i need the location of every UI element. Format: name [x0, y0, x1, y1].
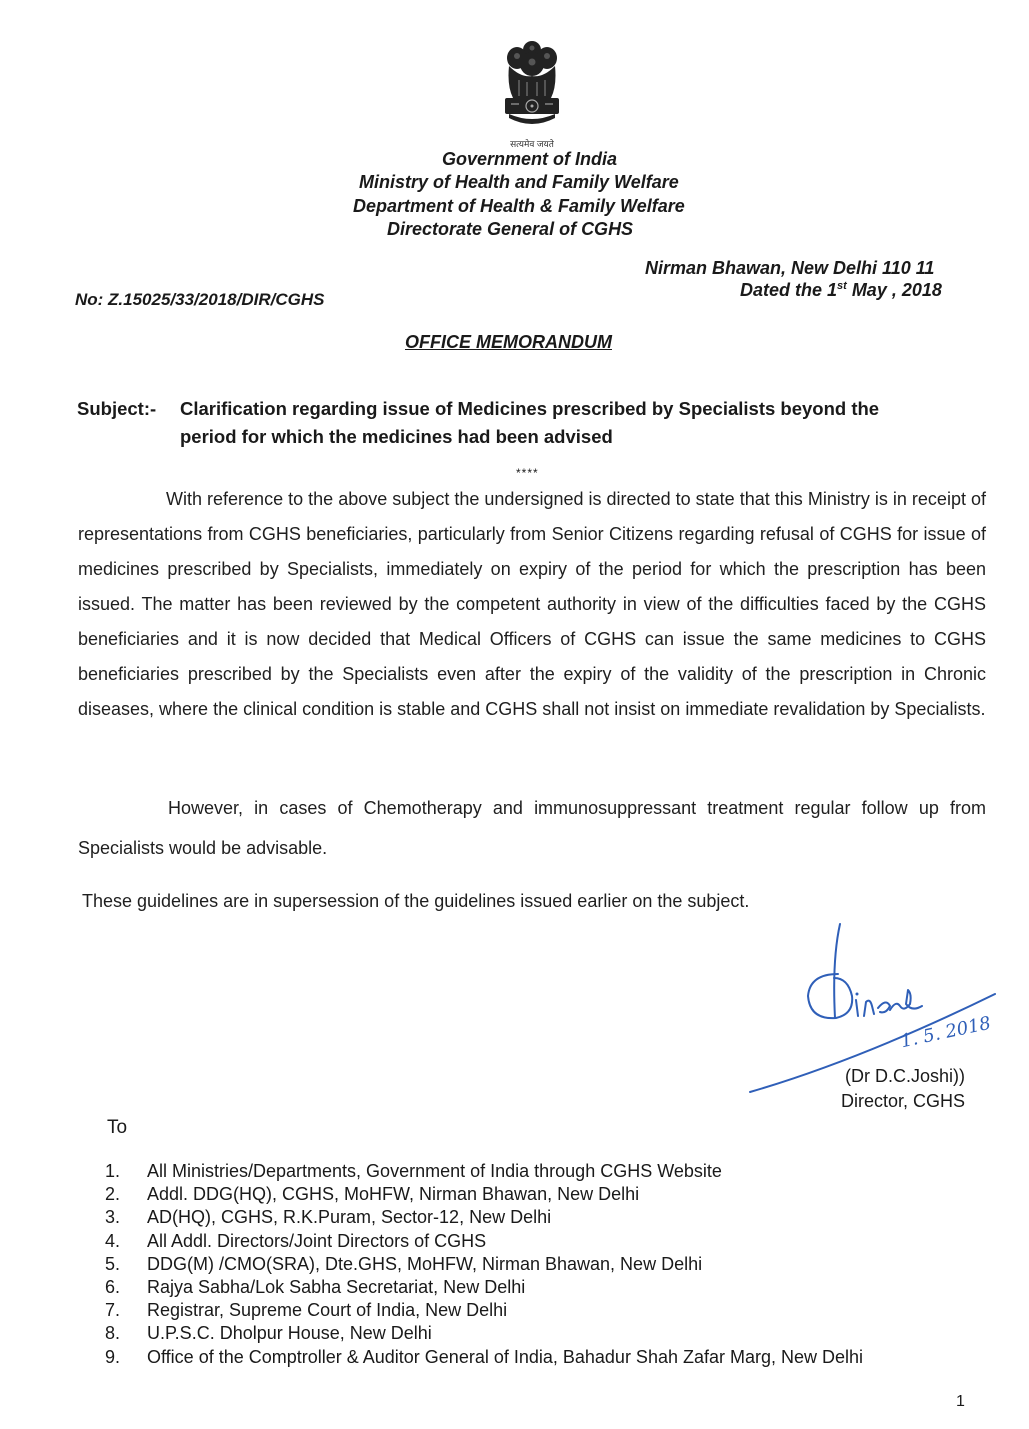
place: Nirman Bhawan, New Delhi 110 11 [645, 258, 935, 278]
subject-label: Subject:- [77, 398, 157, 419]
header-government: Government of India [442, 149, 618, 169]
list-item: 8. U.P.S.C. Dholpur House, New Delhi [105, 1323, 432, 1344]
memo-title: OFFICE MEMORANDUM [405, 332, 612, 352]
list-item: 6. Rajya Sabha/Lok Sabha Secretariat, New Delhi [105, 1277, 526, 1298]
signatory-designation: Director, CGHS [840, 1091, 965, 1111]
list-item: 9. Office of the Comptroller & Auditor General of India, Bahadur Shah Zafar Marg, New Delhi [105, 1346, 864, 1367]
header-department: Department of Health & Family Welfare [353, 196, 685, 216]
body-paragraph-2: However, in cases of Chemotherapy and immunosuppressant treatment regular follow up from Specialists would be advisable. [78, 798, 986, 858]
subject-text-1: Clarification regarding issue of Medicines prescribed by Specialists beyond the [180, 398, 880, 419]
body-paragraph-1: With reference to the above subject the undersigned is directed to state that this Ministry is in receipt of representations from CGHS beneficiaries, particularly from Senior Citizens regarding refusal of CGHS for issue of medicines prescribed by Specialists, immediately on expiry of the period for which the prescription has been issued. The matter has been reviewed by the competent authority in view of the difficulties faced by the CGHS beneficiaries and it is now decided that Medical Officers of CGHS can issue the same medicines to CGHS beneficiaries prescribed by the Specialists even after the expiry of the validity of the prescription in Chronic diseases, where the clinical condition is stable and CGHS shall not insist on immediate revalidation by Specialists. [78, 489, 986, 719]
emblem-motto: सत्यमेव जयते [510, 139, 554, 149]
list-item: 1. All Ministries/Departments, Government of India through CGHS Website [105, 1161, 722, 1181]
list-item: 3. AD(HQ), CGHS, R.K.Puram, Sector-12, New Delhi [105, 1207, 552, 1228]
national-emblem-icon [497, 38, 567, 138]
date-prefix: Dated the 1 [740, 280, 838, 300]
subject-line-1 [77, 395, 987, 423]
separator: **** [516, 466, 539, 480]
date [740, 280, 942, 301]
subject-text-2: period for which the medicines had been advised [180, 426, 613, 447]
list-item: 5. DDG(M) /CMO(SRA), Dte.GHS, MoHFW, Nirman Bhawan, New Delhi [105, 1253, 703, 1274]
reference-number: No: Z.15025/33/2018/DIR/CGHS [75, 290, 325, 309]
to-label: To [107, 1117, 128, 1138]
signatory [841, 1064, 965, 1114]
header-directorate: Directorate General of CGHS [387, 219, 634, 239]
recipient-list [105, 1160, 863, 1369]
handwritten-date: 1. 5. 2018 [898, 1012, 993, 1053]
header-ministry: Ministry of Health and Family Welfare [359, 172, 679, 192]
page-number: 1 [956, 1393, 965, 1410]
list-item: 7. Registrar, Supreme Court of India, New Delhi [105, 1300, 508, 1321]
list-item: 2. Addl. DDG(HQ), CGHS, MoHFW, Nirman Bhawan, New Delhi [105, 1184, 640, 1205]
signatory-name: (Dr D.C.Joshi)) [845, 1066, 965, 1086]
date-sup: st [837, 280, 847, 292]
body-paragraph-3: These guidelines are in supersession of the guidelines issued earlier on the subject. [82, 891, 750, 911]
list-item: 4. All Addl. Directors/Joint Directors of CGHS [105, 1230, 487, 1251]
subject [77, 395, 987, 451]
date-suffix: May , 2018 [846, 280, 942, 300]
